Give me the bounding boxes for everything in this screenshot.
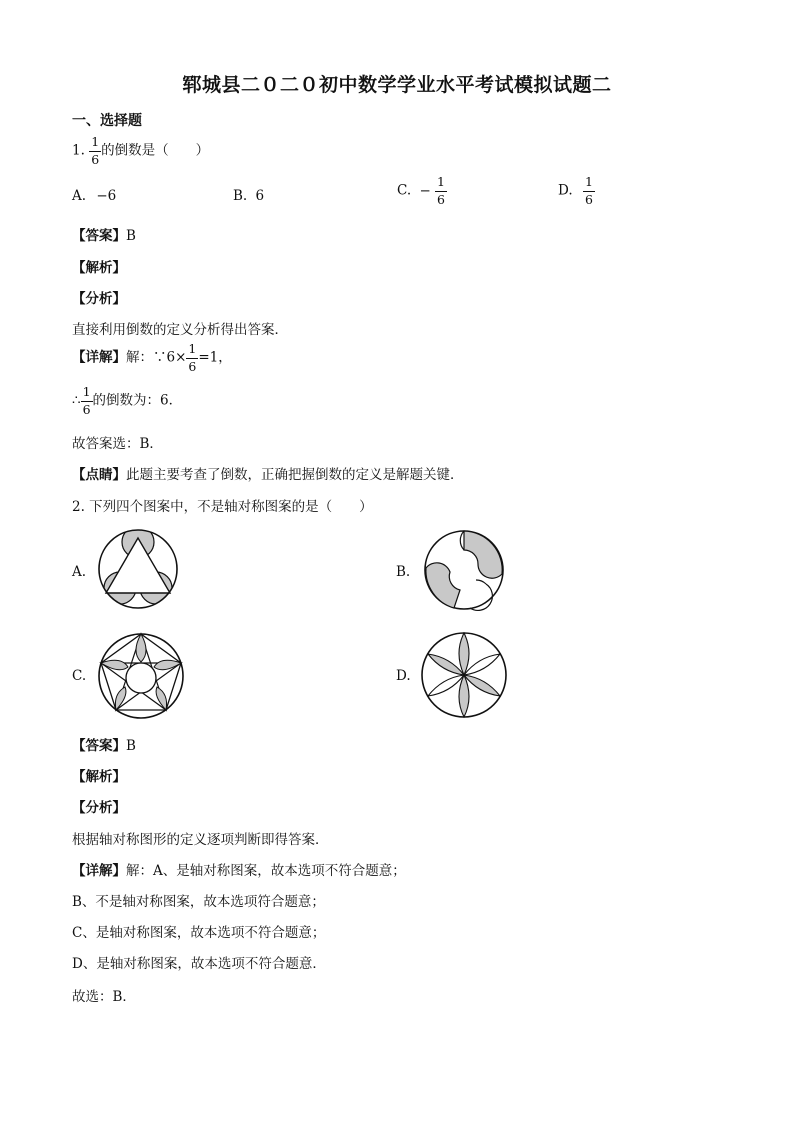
q2-jiexi: 【解析】 bbox=[72, 769, 126, 785]
page-title: 郓城县二０二０初中数学学业水平考试模拟试题二 bbox=[182, 74, 612, 96]
option-label: C. bbox=[397, 182, 412, 199]
fraction-den: 6 bbox=[437, 191, 445, 207]
option-sign: − bbox=[419, 182, 431, 199]
q2-xiangjie-line-4: D、是轴对称图案，故本选项不符合题意． bbox=[72, 956, 326, 972]
fraction-den: 6 bbox=[584, 191, 593, 207]
option-fraction bbox=[583, 176, 595, 206]
q1-number: 1. bbox=[72, 142, 85, 159]
q1-stem bbox=[72, 136, 209, 166]
q1-fraction bbox=[89, 136, 101, 166]
six-petal-flower-icon bbox=[420, 631, 508, 719]
q2-option-a-label: A. bbox=[72, 564, 87, 580]
q2-stem: 2. 下列四个图案中，不是轴对称图案的是（ ） bbox=[72, 499, 373, 515]
answer-tag: 【答案】 bbox=[72, 738, 126, 754]
therefore-fraction bbox=[81, 386, 93, 416]
xiangjie-text: 解：A、是轴对称图案，故本选项不符合题意； bbox=[126, 863, 406, 879]
answer-value: B bbox=[126, 738, 136, 754]
xiangjie-tag: 【详解】 bbox=[72, 349, 126, 366]
q1-fraction-den: 6 bbox=[91, 151, 100, 167]
q2-xiangjie-line-1 bbox=[72, 859, 406, 879]
q1-xiangjie bbox=[72, 343, 232, 373]
q2-option-c-label: C. bbox=[72, 668, 87, 684]
q1-answer bbox=[72, 224, 136, 244]
fraction-num: 1 bbox=[186, 343, 198, 359]
fraction-num: 1 bbox=[435, 176, 447, 192]
q2-option-d-label: D. bbox=[396, 668, 411, 684]
option-fraction bbox=[435, 176, 447, 206]
q2-fenxi-text: 根据轴对称图形的定义逐项判断即得答案． bbox=[72, 832, 329, 848]
therefore-text: 的倒数为：6． bbox=[92, 392, 183, 409]
q1-option-b bbox=[233, 188, 264, 204]
fraction-num: 1 bbox=[81, 386, 93, 402]
section-heading: 一、选择题 bbox=[72, 113, 142, 129]
xiangjie-tag: 【详解】 bbox=[72, 863, 126, 879]
therefore-symbol: ∴ bbox=[72, 392, 81, 409]
q1-fenxi-tag: 【分析】 bbox=[72, 291, 126, 307]
dianjing-text: 此题主要考查了倒数，正确把握倒数的定义是解题关键． bbox=[126, 467, 464, 483]
q1-option-c bbox=[397, 176, 447, 206]
option-text: −6 bbox=[96, 188, 117, 204]
q1-therefore bbox=[72, 386, 182, 416]
q2-option-b-label: B. bbox=[396, 564, 411, 580]
option-label: A. bbox=[72, 188, 87, 204]
triangle-in-circle-icon bbox=[96, 527, 180, 611]
dianjing-tag: 【点睛】 bbox=[72, 467, 126, 483]
q1-option-d bbox=[558, 176, 595, 206]
q2-fenxi-tag: 【分析】 bbox=[72, 800, 126, 816]
answer-tag: 【答案】 bbox=[72, 228, 126, 244]
fraction-num: 1 bbox=[583, 176, 595, 192]
q1-fenxi-text: 直接利用倒数的定义分析得出答案． bbox=[72, 322, 288, 338]
q2-final: 故选：B． bbox=[72, 989, 136, 1005]
q1-choose: 故答案选：B． bbox=[72, 436, 163, 452]
xiangjie-fraction bbox=[186, 343, 198, 373]
answer-value: B bbox=[126, 228, 136, 244]
q2-xiangjie-line-2: B、不是轴对称图案，故本选项符合题意； bbox=[72, 894, 325, 910]
rotational-swirl-icon bbox=[422, 528, 506, 612]
option-label: B. bbox=[233, 188, 248, 204]
q1-option-a bbox=[72, 188, 116, 204]
q2-xiangjie-line-3: C、是轴对称图案，故本选项不符合题意； bbox=[72, 925, 326, 941]
xiangjie-pre: 解：∵6× bbox=[126, 349, 187, 366]
q1-dianjing bbox=[72, 463, 464, 483]
option-text: 6 bbox=[255, 188, 265, 204]
q1-jiexi: 【解析】 bbox=[72, 260, 126, 276]
q2-answer bbox=[72, 734, 136, 754]
q1-stem-text: 的倒数是（ ） bbox=[101, 142, 210, 159]
xiangjie-post: =1， bbox=[198, 349, 232, 366]
option-label: D. bbox=[558, 182, 573, 199]
q1-fraction-num: 1 bbox=[89, 136, 101, 152]
fraction-den: 6 bbox=[188, 358, 197, 374]
fraction-den: 6 bbox=[82, 401, 91, 417]
pentagram-flower-icon bbox=[95, 632, 187, 720]
